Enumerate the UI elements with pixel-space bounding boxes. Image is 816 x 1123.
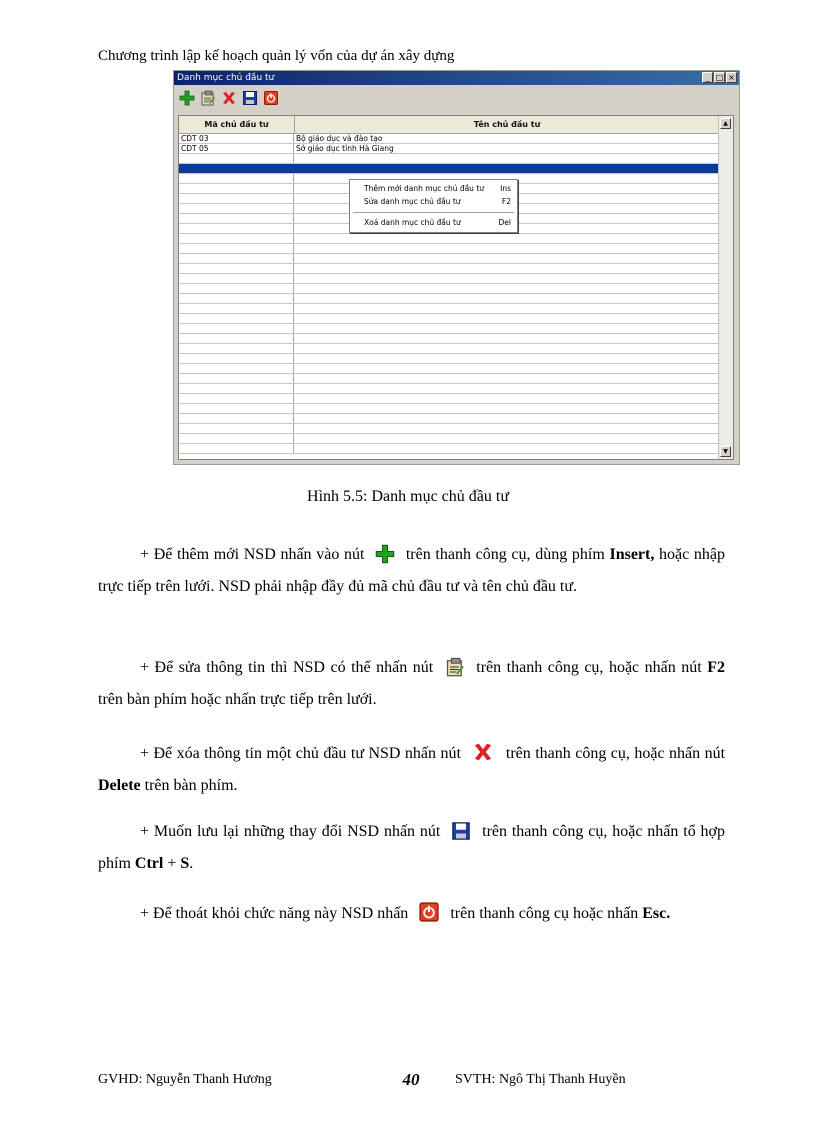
table-row[interactable]	[179, 134, 719, 144]
cell-code[interactable]: CDT 03	[179, 134, 294, 143]
maximize-button[interactable]: □	[715, 73, 724, 82]
table-row[interactable]	[179, 274, 719, 284]
page-header-title: Chương trình lập kế hoạch quản lý vốn của dự án xây dựng	[98, 48, 455, 64]
save-icon	[451, 821, 471, 850]
context-menu-separator	[353, 212, 514, 213]
column-header-name[interactable]: Tên chủ đầu tư	[473, 120, 541, 129]
paragraph-edit: + Để sửa thông tin thì NSD có thể nhấn nút trên thanh công cụ, hoặc nhấn nút F2 trên bàn phím hoặc nhấn trực tiếp trên lưới.	[98, 659, 726, 708]
table-row[interactable]	[179, 244, 719, 254]
context-menu	[349, 179, 518, 233]
add-icon	[375, 544, 395, 573]
context-menu-item-edit[interactable]: Sửa danh mục chủ đầu tư F2	[364, 197, 511, 206]
table-row[interactable]	[179, 144, 719, 154]
table-row[interactable]	[179, 154, 719, 164]
page-number: 40	[402, 1070, 420, 1089]
table-row[interactable]	[179, 264, 719, 274]
table-row[interactable]	[179, 434, 719, 444]
table-row[interactable]	[179, 254, 719, 264]
context-menu-item-delete[interactable]: Xoá danh mục chủ đầu tư Del	[364, 218, 511, 227]
footer-student: SVTH: Ngô Thị Thanh Huyền	[455, 1072, 626, 1087]
toolbar	[178, 88, 280, 108]
table-row[interactable]	[179, 314, 719, 324]
scroll-down-icon[interactable]: ▼	[720, 446, 731, 457]
delete-icon[interactable]	[220, 89, 238, 107]
grid-header	[179, 116, 719, 134]
cell-code[interactable]: CDT 05	[179, 144, 294, 153]
table-row[interactable]	[179, 374, 719, 384]
table-row[interactable]	[179, 394, 719, 404]
edit-icon[interactable]	[199, 89, 217, 107]
table-row[interactable]	[179, 424, 719, 434]
context-menu-item-add[interactable]: Thêm mới danh mục chủ đầu tư Ins	[364, 184, 511, 193]
figure-caption: Hình 5.5: Danh mục chủ đầu tư	[307, 488, 509, 505]
exit-icon[interactable]	[262, 89, 280, 107]
cell-name[interactable]: Bộ giáo dục và đào tạo	[296, 134, 383, 143]
add-icon[interactable]	[178, 89, 196, 107]
table-row[interactable]	[179, 324, 719, 334]
table-row[interactable]	[179, 344, 719, 354]
table-row[interactable]	[179, 444, 719, 454]
table-row[interactable]	[179, 234, 719, 244]
table-row[interactable]	[179, 384, 719, 394]
window-title: Danh mục chủ đầu tư	[177, 73, 275, 83]
table-row[interactable]	[179, 334, 719, 344]
edit-icon	[445, 657, 465, 686]
footer-instructor: GVHD: Nguyễn Thanh Hương	[98, 1072, 272, 1087]
exit-icon	[418, 901, 440, 932]
window-title-bar	[174, 71, 739, 85]
minimize-button[interactable]: _	[702, 72, 713, 83]
delete-icon	[471, 741, 495, 772]
paragraph-add: + Để thêm mới NSD nhấn vào nút trên thanh công cụ, dùng phím Insert, hoặc nhập trực tiếp trên lưới. NSD phải nhập đầy đủ mã chủ đầu tư và tên chủ đầu tư.	[98, 546, 726, 595]
save-icon[interactable]	[241, 89, 259, 107]
table-row-selected[interactable]	[179, 164, 719, 174]
table-row[interactable]	[179, 354, 719, 364]
paragraph-save: + Muốn lưu lại những thay đổi NSD nhấn nút trên thanh công cụ, hoặc nhấn tổ hợp phím Ctrl + S.	[98, 823, 726, 872]
vertical-scrollbar[interactable]	[718, 116, 733, 459]
customer-list-window	[173, 70, 740, 465]
paragraph-exit: + Để thoát khỏi chức năng này NSD nhấn trên thanh công cụ hoặc nhấn Esc.	[98, 900, 725, 932]
data-grid[interactable]	[178, 115, 734, 460]
close-button[interactable]: ×	[726, 72, 737, 83]
cell-name[interactable]: Sở giáo dục tỉnh Hà Giang	[296, 144, 394, 153]
table-row[interactable]	[179, 404, 719, 414]
paragraph-delete: + Để xóa thông tin một chủ đầu tư NSD nhấn nút trên thanh công cụ, hoặc nhấn nút Delete trên bàn phím.	[98, 740, 725, 799]
table-row[interactable]	[179, 414, 719, 424]
scroll-up-icon[interactable]: ▲	[720, 118, 731, 129]
column-header-code[interactable]: Mã chủ đầu tư	[179, 116, 295, 133]
table-row[interactable]	[179, 284, 719, 294]
table-row[interactable]	[179, 304, 719, 314]
table-row[interactable]	[179, 364, 719, 374]
table-row[interactable]	[179, 294, 719, 304]
